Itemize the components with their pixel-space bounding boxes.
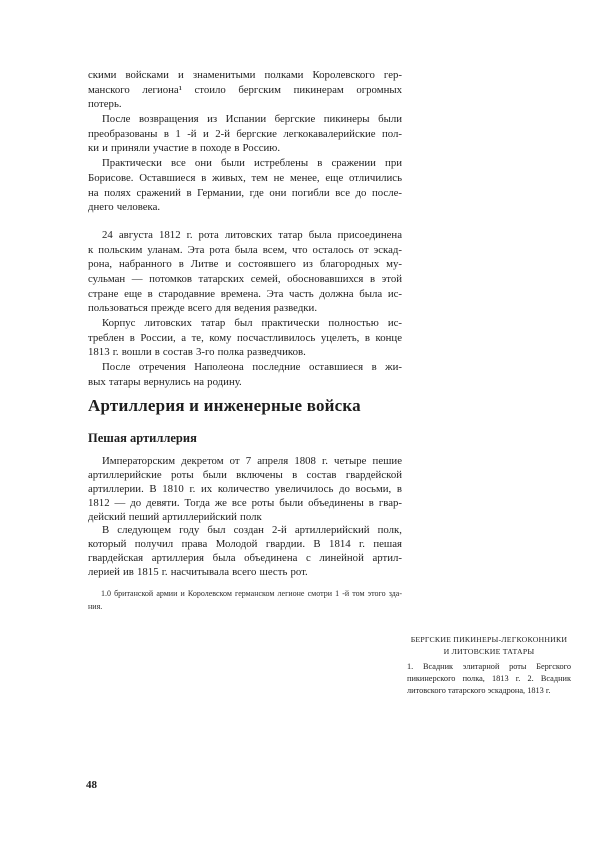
body-line: к польским уланам. Эта рота была всем, что осталось от эскад-: [88, 243, 402, 256]
body-line: 1813 г. вошли в состав 3-го полка разведчиков.: [88, 346, 306, 359]
body-line: на полях сражений в Германии, где они погибли все до после-: [88, 186, 402, 199]
plate-caption-line: литовского татарского эскадрона, 1813 г.: [407, 686, 551, 696]
body-line: Императорским декретом от 7 апреля 1808 г. четыре пешие: [102, 455, 402, 468]
plate-caption-body: [407, 661, 571, 698]
body-line: дейский пеший артиллерийский полк: [88, 510, 262, 523]
body-line: рона, набранного в Литве и состоявшего из благородных му-: [88, 258, 402, 271]
body-line: артиллерии. В 1810 г. их количество увеличилось до восьми, в: [88, 483, 402, 496]
footnote: [88, 587, 402, 613]
body-line: который получил права Молодой гвардии. В 1814 г. пешая: [88, 538, 402, 551]
body-line: Практически все они были истреблены в сражении при: [102, 157, 402, 170]
body-line: ки и приняли участие в походе в Россию.: [88, 142, 281, 155]
paragraph: [88, 316, 402, 360]
body-line: вых татары вернулись на родину.: [88, 375, 242, 388]
body-line: днего человека.: [88, 201, 161, 214]
body-line: Борисове. Оставшиеся в живых, тем не менее, еще отличились: [88, 171, 402, 184]
body-line: После возвращения из Испании бергские пикинеры были: [102, 113, 402, 126]
body-line: потерь.: [88, 98, 122, 111]
body-line: пользоваться прежде всего для ведения разведки.: [88, 302, 318, 315]
paragraph: [88, 228, 402, 316]
body-line: 24 августа 1812 г. рота литовских татар была присоединена: [102, 228, 402, 241]
body-column: [88, 68, 402, 613]
body-line: В следующем году был создан 2-й артиллерийский полк,: [102, 524, 402, 537]
paragraph: [88, 68, 402, 112]
footnote-line: 1.0 британской армии и Королевском германском легионе смотри 1 -й том этого зда-: [101, 588, 402, 598]
body-line: артиллерийские роты были включены в состав гвардейской: [88, 469, 402, 482]
paragraph: [88, 112, 402, 156]
plate-caption-title: [407, 634, 571, 658]
paragraph: [88, 524, 402, 579]
section-heading: Артиллерия и инженерные войска: [88, 396, 361, 416]
body-line: скими войсками и знаменитыми полками Королевского гер-: [88, 69, 402, 81]
paragraph: [88, 156, 402, 215]
plate-caption-title-line: БЕРГСКИЕ ПИКИНЕРЫ-ЛЕГКОКОННИКИ: [410, 635, 568, 644]
footnote-line: ния.: [88, 601, 103, 611]
plate-caption-line: пикинерского полка, 1813 г. 2. Всадник: [407, 674, 571, 684]
body-line: манского легиона¹ стоило бергским пикинерам огромных: [88, 83, 402, 96]
body-line: преобразованы в 1 -й и 2-й бергские легкокавалерийские пол-: [88, 127, 402, 140]
subsection-heading: Пешая артиллерия: [88, 431, 197, 446]
body-line: сульман — потомков татарских семей, обосновавшихся в этой: [88, 272, 402, 285]
body-line: гвардейская артиллерия была объединена с линейной артил-: [88, 552, 402, 565]
body-line: После отречения Наполеона последние оставшиеся в жи-: [102, 361, 402, 374]
paragraph: [88, 360, 402, 389]
page-number: 48: [86, 779, 97, 791]
paragraph: [88, 455, 402, 524]
body-line: стране еще в стародавние времена. Эта часть должна была ис-: [88, 287, 402, 300]
plate-caption-line: 1. Всадник элитарной роты Бергского: [407, 662, 571, 671]
plate-caption: [407, 634, 571, 698]
body-line: лерией ив 1815 г. насчитывала всего шесть рот.: [88, 565, 308, 578]
body-line: 1812 — до девяти. Тогда же все роты были объединены в гвар-: [88, 496, 402, 509]
artillery-section: [88, 455, 402, 579]
plate-caption-title-line: И ЛИТОВСКИЕ ТАТАРЫ: [443, 647, 535, 656]
body-line: треблен в России, а те, кому посчастливилось уцелеть, в конце: [88, 331, 402, 344]
body-line: Корпус литовских татар был практически полностью ис-: [102, 317, 402, 329]
